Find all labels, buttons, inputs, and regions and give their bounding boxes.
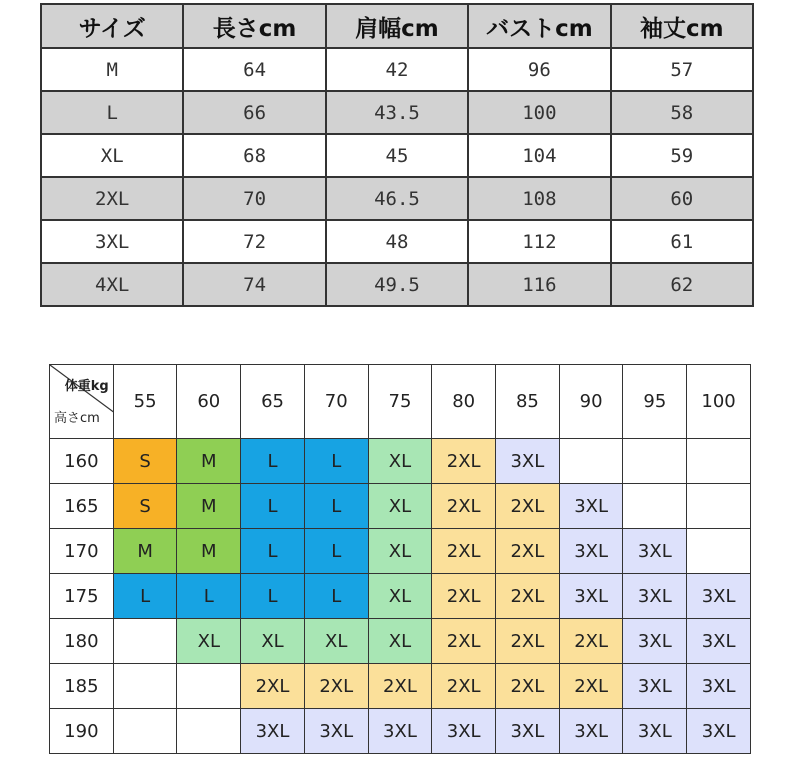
weight-header: 60	[177, 365, 241, 439]
spec-cell: 2XL	[41, 177, 183, 220]
size-cell: 2XL	[432, 574, 496, 619]
size-cell: 3XL	[687, 709, 751, 754]
size-cell: 2XL	[432, 439, 496, 484]
size-cell: S	[113, 439, 177, 484]
weight-header: 85	[496, 365, 560, 439]
spec-header-bust: バストcm	[468, 4, 610, 48]
spec-cell: 72	[183, 220, 325, 263]
spec-cell: 68	[183, 134, 325, 177]
size-cell: L	[304, 439, 368, 484]
size-cell: 2XL	[496, 529, 560, 574]
spec-cell: 61	[611, 220, 753, 263]
size-cell: XL	[368, 439, 432, 484]
size-cell: L	[113, 574, 177, 619]
chart-row	[50, 664, 751, 709]
size-cell: 3XL	[559, 529, 623, 574]
size-cell	[687, 484, 751, 529]
height-axis-label: 高さcm	[54, 411, 100, 426]
height-label: 185	[50, 664, 114, 709]
size-cell: 2XL	[496, 619, 560, 664]
size-cell: 2XL	[559, 664, 623, 709]
spec-cell: L	[41, 91, 183, 134]
chart-header-row	[50, 365, 751, 439]
size-cell: L	[304, 484, 368, 529]
size-cell	[177, 664, 241, 709]
height-label: 170	[50, 529, 114, 574]
size-cell: XL	[368, 529, 432, 574]
spec-cell: 49.5	[326, 263, 468, 306]
spec-cell: 74	[183, 263, 325, 306]
size-cell: 3XL	[623, 574, 687, 619]
size-cell: 3XL	[368, 709, 432, 754]
size-cell: M	[177, 439, 241, 484]
size-cell: S	[113, 484, 177, 529]
weight-axis-label: 体重kg	[64, 379, 109, 394]
size-cell: 3XL	[623, 529, 687, 574]
spec-row	[41, 220, 753, 263]
size-cell: XL	[368, 574, 432, 619]
size-cell: M	[113, 529, 177, 574]
weight-header: 80	[432, 365, 496, 439]
size-cell: 3XL	[559, 574, 623, 619]
chart-row	[50, 709, 751, 754]
spec-row	[41, 263, 753, 306]
weight-header: 95	[623, 365, 687, 439]
spec-header-length: 長さcm	[183, 4, 325, 48]
size-spec-table	[40, 3, 754, 307]
size-cell: 2XL	[496, 664, 560, 709]
spec-header-row	[41, 4, 753, 48]
spec-cell: 59	[611, 134, 753, 177]
size-cell: 3XL	[432, 709, 496, 754]
size-cell	[177, 709, 241, 754]
size-cell: L	[304, 574, 368, 619]
weight-header: 70	[304, 365, 368, 439]
size-cell: 2XL	[432, 484, 496, 529]
chart-corner	[50, 365, 114, 439]
size-cell: 2XL	[304, 664, 368, 709]
size-cell: 2XL	[241, 664, 305, 709]
size-cell: 2XL	[432, 529, 496, 574]
spec-cell: 42	[326, 48, 468, 91]
spec-cell: 60	[611, 177, 753, 220]
size-cell: XL	[368, 484, 432, 529]
size-cell: L	[241, 574, 305, 619]
size-cell: 3XL	[687, 664, 751, 709]
size-cell: 2XL	[432, 619, 496, 664]
spec-cell: 100	[468, 91, 610, 134]
size-cell: L	[241, 484, 305, 529]
size-cell: 2XL	[496, 574, 560, 619]
size-cell	[623, 484, 687, 529]
size-cell: XL	[368, 619, 432, 664]
size-cell	[113, 664, 177, 709]
size-cell: 2XL	[432, 664, 496, 709]
size-recommendation-chart	[49, 364, 751, 754]
size-cell	[113, 619, 177, 664]
size-cell	[687, 439, 751, 484]
spec-cell: 96	[468, 48, 610, 91]
size-cell	[687, 529, 751, 574]
weight-header: 100	[687, 365, 751, 439]
spec-cell: 4XL	[41, 263, 183, 306]
size-cell: XL	[241, 619, 305, 664]
size-cell: 3XL	[687, 619, 751, 664]
chart-row	[50, 439, 751, 484]
spec-row	[41, 134, 753, 177]
size-cell	[623, 439, 687, 484]
chart-row	[50, 484, 751, 529]
size-cell: 3XL	[623, 664, 687, 709]
spec-cell: 43.5	[326, 91, 468, 134]
spec-cell: 3XL	[41, 220, 183, 263]
weight-header: 75	[368, 365, 432, 439]
size-cell: 3XL	[687, 574, 751, 619]
size-cell: 3XL	[304, 709, 368, 754]
spec-cell: 64	[183, 48, 325, 91]
spec-cell: XL	[41, 134, 183, 177]
height-label: 160	[50, 439, 114, 484]
spec-cell: 48	[326, 220, 468, 263]
spec-row	[41, 91, 753, 134]
size-cell	[559, 439, 623, 484]
size-cell	[113, 709, 177, 754]
spec-header-sleeve: 袖丈cm	[611, 4, 753, 48]
size-cell: 3XL	[241, 709, 305, 754]
height-label: 180	[50, 619, 114, 664]
height-label: 190	[50, 709, 114, 754]
spec-row	[41, 48, 753, 91]
size-cell: M	[177, 484, 241, 529]
size-cell: 3XL	[559, 709, 623, 754]
spec-cell: 112	[468, 220, 610, 263]
size-cell: XL	[177, 619, 241, 664]
weight-header: 65	[241, 365, 305, 439]
size-cell: 2XL	[559, 619, 623, 664]
spec-cell: 62	[611, 263, 753, 306]
size-cell: L	[177, 574, 241, 619]
chart-row	[50, 574, 751, 619]
spec-cell: 58	[611, 91, 753, 134]
size-cell: 3XL	[559, 484, 623, 529]
spec-header-size: サイズ	[41, 4, 183, 48]
size-cell: 3XL	[623, 619, 687, 664]
size-cell: 2XL	[496, 484, 560, 529]
chart-row	[50, 619, 751, 664]
spec-cell: 45	[326, 134, 468, 177]
spec-cell: 116	[468, 263, 610, 306]
height-label: 175	[50, 574, 114, 619]
spec-cell: 104	[468, 134, 610, 177]
spec-cell: 57	[611, 48, 753, 91]
size-cell: 3XL	[496, 709, 560, 754]
spec-cell: M	[41, 48, 183, 91]
size-cell: 2XL	[368, 664, 432, 709]
weight-header: 55	[113, 365, 177, 439]
spec-cell: 70	[183, 177, 325, 220]
spec-cell: 66	[183, 91, 325, 134]
size-cell: M	[177, 529, 241, 574]
size-cell: L	[241, 529, 305, 574]
size-cell: L	[241, 439, 305, 484]
spec-row	[41, 177, 753, 220]
size-cell: L	[304, 529, 368, 574]
chart-row	[50, 529, 751, 574]
spec-cell: 108	[468, 177, 610, 220]
spec-header-shoulder: 肩幅cm	[326, 4, 468, 48]
size-cell: 3XL	[496, 439, 560, 484]
height-label: 165	[50, 484, 114, 529]
size-cell: 3XL	[623, 709, 687, 754]
spec-cell: 46.5	[326, 177, 468, 220]
weight-header: 90	[559, 365, 623, 439]
size-cell: XL	[304, 619, 368, 664]
